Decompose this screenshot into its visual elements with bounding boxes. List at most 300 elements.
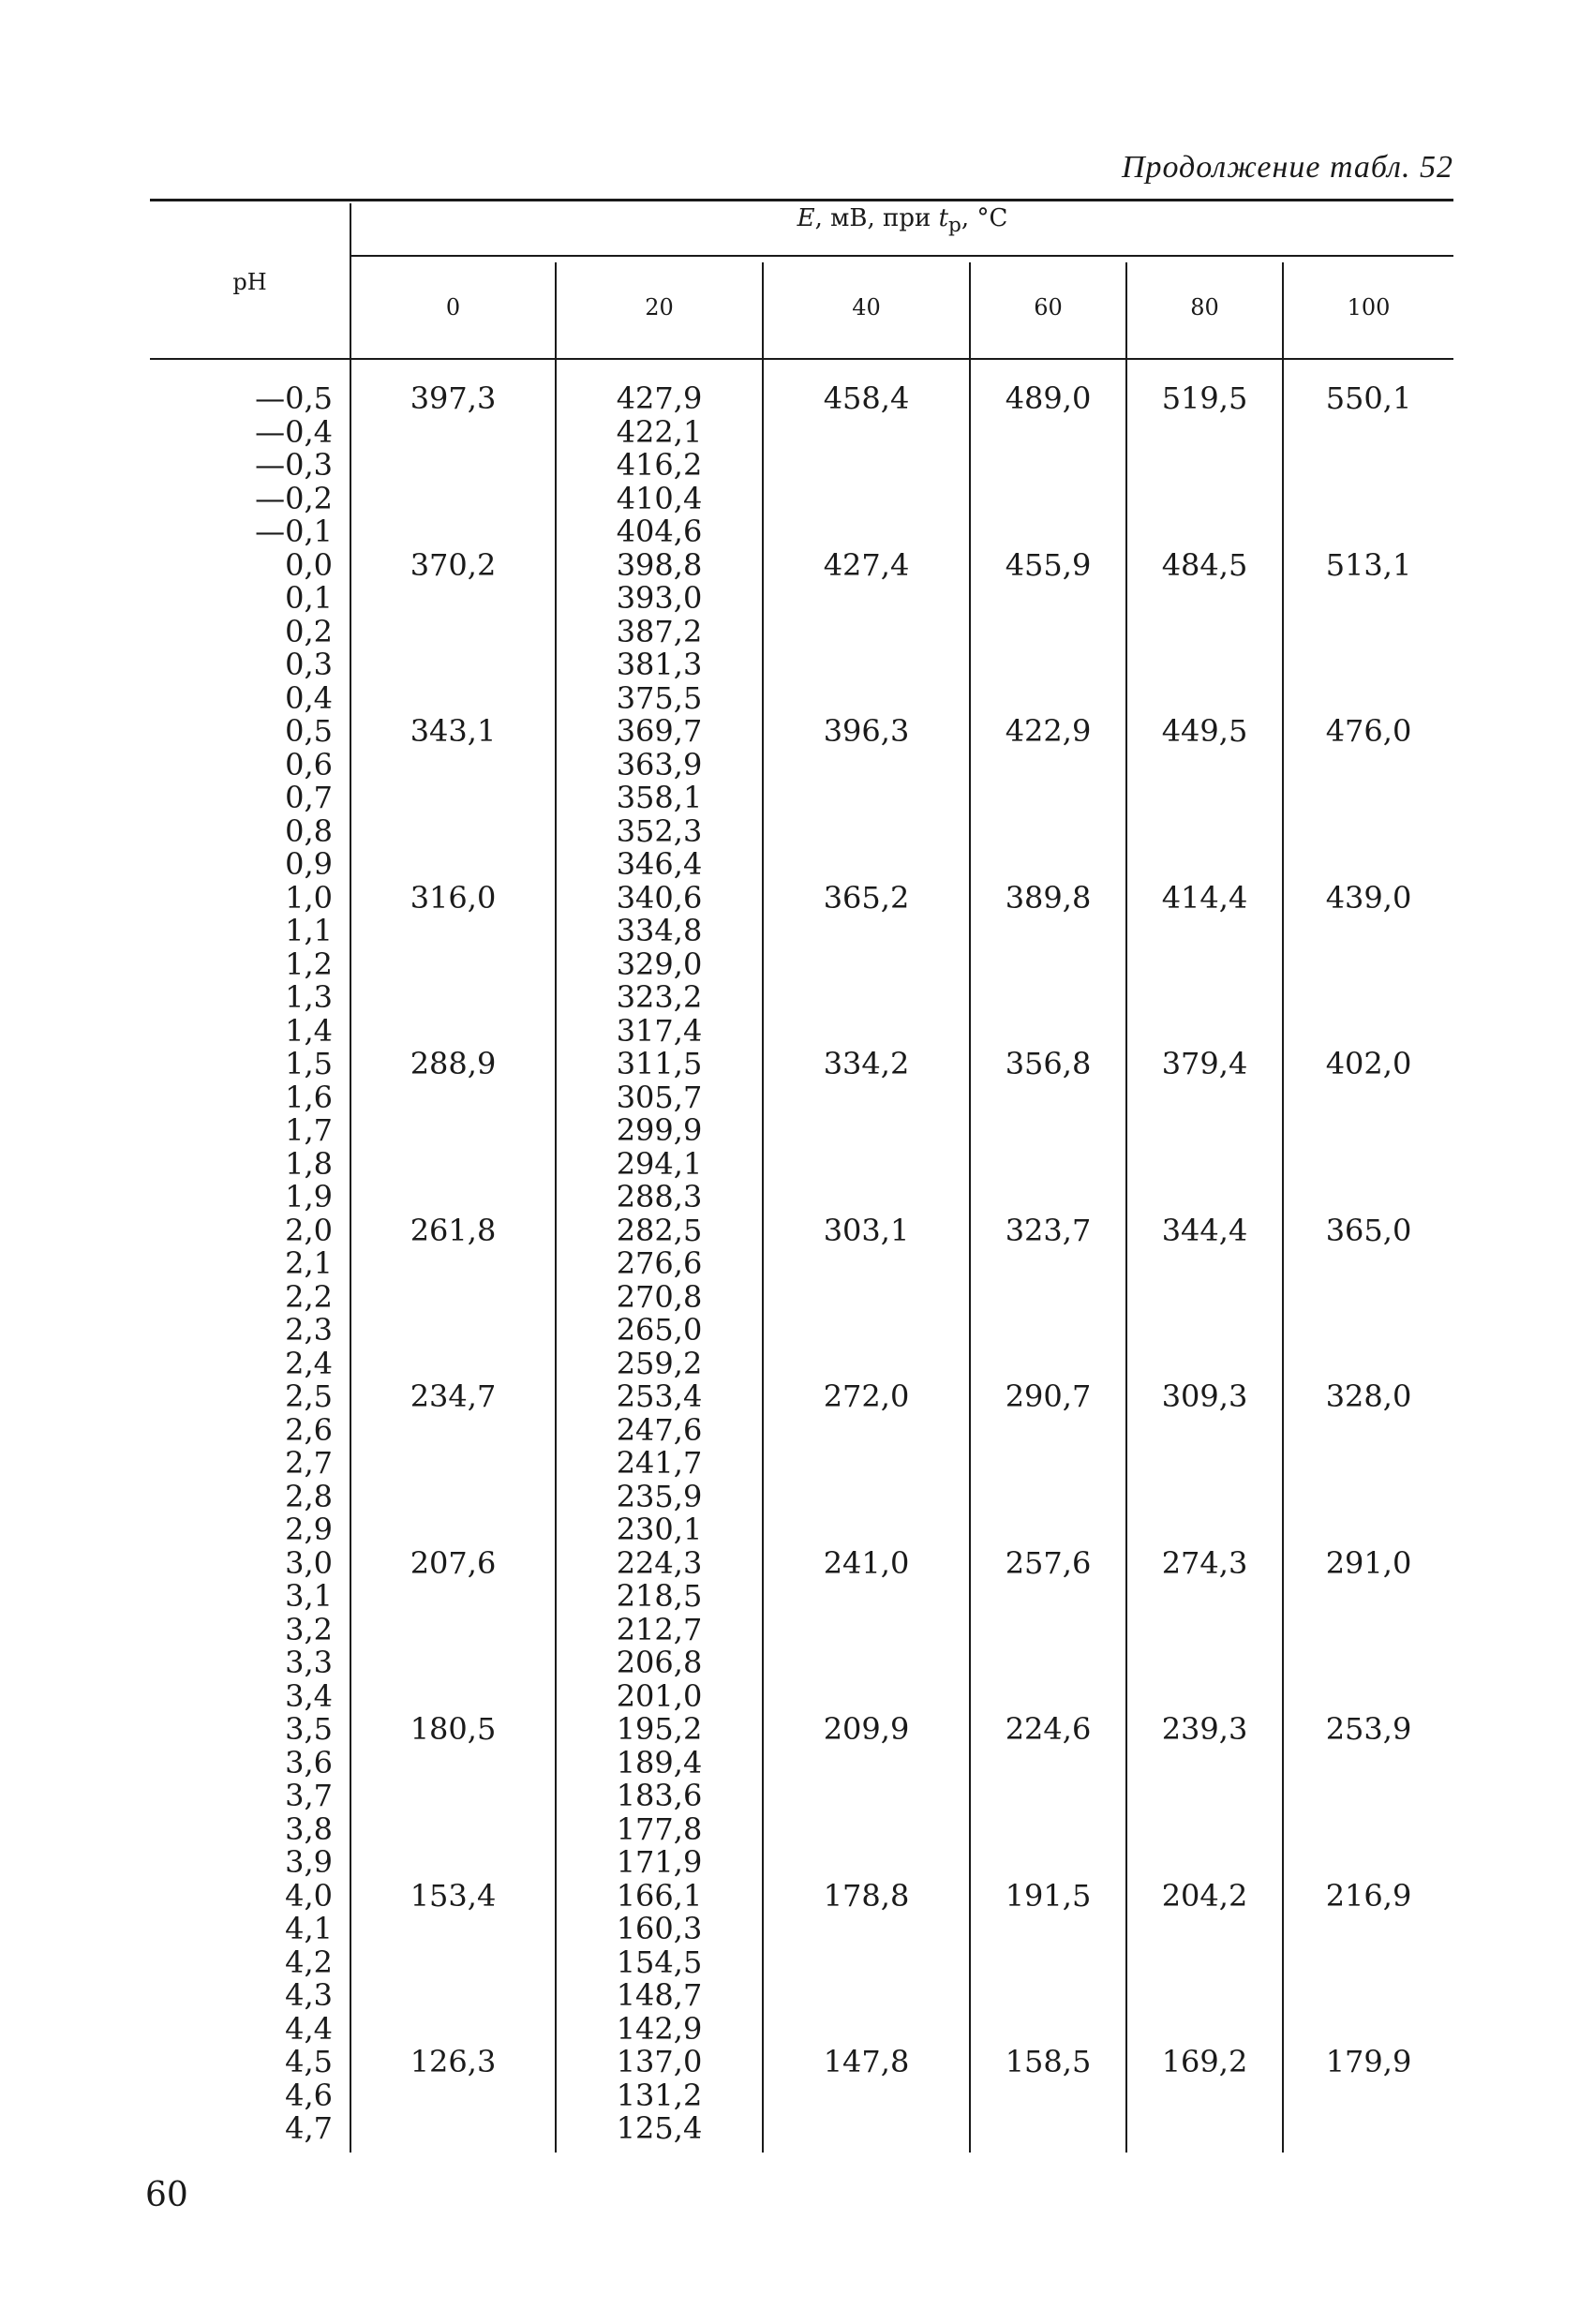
ph-value-cell: 0,6: [285, 746, 333, 782]
potential-value-cell: 201,0: [616, 1677, 703, 1714]
potential-value-cell: 154,5: [616, 1944, 703, 1980]
potential-value-cell: [1127, 582, 1282, 616]
potential-value-cell: [764, 1447, 969, 1481]
potential-value-cell: [764, 416, 969, 450]
t80-values-column: [1127, 382, 1282, 2146]
potential-value-cell: 389,8: [1005, 879, 1092, 916]
ph-value-cell: 1,9: [285, 1179, 333, 1214]
potential-value-cell: [971, 1181, 1125, 1214]
potential-value-cell: [351, 815, 555, 849]
potential-value-cell: [351, 416, 555, 450]
ph-value-cell: 2,9: [285, 1512, 333, 1547]
potential-value-cell: 334,8: [616, 913, 703, 948]
potential-value-cell: [351, 2112, 555, 2146]
potential-value-cell: [1127, 1348, 1282, 1381]
potential-value-cell: [351, 1913, 555, 1946]
potential-value-cell: 305,7: [616, 1079, 703, 1115]
potential-value-cell: 180,5: [410, 1711, 497, 1747]
potential-value-cell: [1284, 1846, 1453, 1880]
potential-value-cell: [1284, 1747, 1453, 1780]
potential-value-cell: [1127, 749, 1282, 782]
ph-value-cell: 4,4: [285, 2010, 333, 2047]
potential-value-cell: [1127, 1846, 1282, 1880]
potential-value-cell: [351, 515, 555, 549]
potential-value-cell: [1127, 449, 1282, 483]
potential-value-cell: [1284, 1946, 1453, 1980]
potential-value-cell: [1284, 449, 1453, 483]
ph-value-cell: 1,5: [285, 1046, 333, 1081]
potential-value-cell: [971, 1780, 1125, 1813]
potential-value-cell: 272,0: [823, 1378, 910, 1414]
potential-value-cell: [764, 1148, 969, 1182]
potential-value-cell: [971, 1114, 1125, 1148]
potential-value-cell: 303,1: [823, 1212, 910, 1248]
potential-value-cell: 212,7: [616, 1611, 703, 1647]
potential-value-cell: [351, 1979, 555, 2013]
ph-value-cell: 2,4: [285, 1345, 333, 1381]
potential-value-cell: 126,3: [410, 2044, 497, 2079]
potential-value-cell: [971, 1813, 1125, 1847]
t100-values-column: [1284, 382, 1453, 2146]
potential-value-cell: 257,6: [1005, 1544, 1092, 1581]
potential-value-cell: [351, 582, 555, 616]
potential-value-cell: 343,1: [410, 713, 497, 749]
ph-value-cell: —0,4: [255, 413, 333, 450]
potential-value-cell: [764, 848, 969, 882]
potential-value-cell: 224,6: [1005, 1711, 1092, 1747]
potential-value-cell: [1127, 915, 1282, 948]
potential-value-cell: [1127, 483, 1282, 516]
ph-value-cell: 3,5: [285, 1711, 333, 1747]
potential-value-cell: 153,4: [410, 1877, 497, 1914]
ph-value-cell: 0,4: [285, 679, 333, 716]
potential-value-cell: [351, 1846, 555, 1880]
potential-value-cell: [971, 483, 1125, 516]
potential-value-cell: [971, 915, 1125, 948]
potential-value-cell: [764, 1813, 969, 1847]
ph-value-cell: 4,2: [285, 1944, 333, 1980]
potential-value-cell: [764, 1281, 969, 1315]
potential-value-cell: [971, 1646, 1125, 1680]
ph-value-cell: 4,1: [285, 1911, 333, 1946]
potential-value-cell: [351, 915, 555, 948]
potential-value-cell: [351, 1680, 555, 1714]
potential-value-cell: 265,0: [616, 1312, 703, 1348]
potential-value-cell: [764, 1348, 969, 1381]
potential-value-cell: [764, 1247, 969, 1281]
t0-values-column: [351, 382, 555, 2146]
potential-value-cell: 356,8: [1005, 1046, 1092, 1081]
ph-value-cell: 2,0: [285, 1212, 333, 1248]
ph-value-cell: 1,1: [285, 913, 333, 948]
potential-value-cell: [351, 1247, 555, 1281]
potential-value-cell: [351, 1646, 555, 1680]
potential-value-cell: [1284, 948, 1453, 982]
potential-value-cell: [971, 1513, 1125, 1547]
potential-value-cell: 299,9: [616, 1112, 703, 1148]
potential-value-cell: 207,6: [410, 1544, 497, 1581]
potential-value-cell: [1284, 915, 1453, 948]
potential-value-cell: [764, 2013, 969, 2047]
potential-value-cell: [351, 1513, 555, 1547]
temp-header-100: 100: [1347, 294, 1391, 320]
potential-value-cell: [351, 648, 555, 682]
potential-value-cell: 261,8: [410, 1212, 497, 1248]
potential-value-cell: [764, 981, 969, 1015]
header-bottom-rule: [150, 358, 1453, 360]
potential-value-cell: 381,3: [616, 647, 703, 682]
potential-value-cell: [1127, 1181, 1282, 1214]
potential-value-cell: 476,0: [1325, 713, 1412, 749]
temp-header-80: 80: [1190, 294, 1219, 320]
potential-value-cell: 204,2: [1161, 1877, 1248, 1914]
potential-value-cell: [1127, 648, 1282, 682]
potential-value-cell: [971, 1314, 1125, 1348]
ph-value-cell: 1,3: [285, 979, 333, 1015]
potential-value-cell: [351, 483, 555, 516]
potential-value-cell: 414,4: [1161, 879, 1248, 916]
ph-value-cell: 4,7: [285, 2110, 333, 2146]
potential-value-cell: [764, 915, 969, 948]
potential-value-cell: [1284, 1181, 1453, 1214]
table-top-rule: [150, 199, 1453, 201]
potential-value-cell: [351, 1348, 555, 1381]
potential-value-cell: [971, 1979, 1125, 2013]
ph-values-column: [169, 382, 333, 2146]
potential-value-cell: [1127, 1148, 1282, 1182]
potential-value-cell: 334,2: [823, 1046, 910, 1081]
potential-value-cell: [1127, 1979, 1282, 2013]
ph-value-cell: 0,8: [285, 812, 333, 849]
potential-value-cell: [1284, 1348, 1453, 1381]
potential-value-cell: [764, 782, 969, 815]
potential-value-cell: [764, 1481, 969, 1514]
potential-value-cell: 274,3: [1161, 1544, 1248, 1581]
potential-value-cell: 387,2: [616, 613, 703, 649]
potential-value-cell: [1284, 1979, 1453, 2013]
potential-value-cell: [764, 1747, 969, 1780]
t60-values-column: [971, 382, 1125, 2146]
potential-value-cell: [1127, 1481, 1282, 1514]
potential-value-cell: [1284, 1481, 1453, 1514]
potential-value-cell: 317,4: [616, 1012, 703, 1049]
potential-value-cell: 316,0: [410, 879, 497, 916]
potential-value-cell: 191,5: [1005, 1877, 1092, 1914]
potential-value-cell: [1284, 648, 1453, 682]
potential-value-cell: [351, 1614, 555, 1647]
potential-value-cell: 358,1: [616, 780, 703, 815]
potential-value-cell: [971, 1447, 1125, 1481]
potential-value-cell: 393,0: [616, 580, 703, 616]
potential-value-cell: 160,3: [616, 1911, 703, 1946]
ph-value-cell: 1,0: [285, 879, 333, 916]
potential-value-cell: [764, 582, 969, 616]
potential-value-cell: [971, 848, 1125, 882]
potential-value-cell: 513,1: [1325, 546, 1412, 583]
potential-value-cell: [1127, 1314, 1282, 1348]
potential-value-cell: [764, 515, 969, 549]
potential-value-cell: 346,4: [616, 846, 703, 882]
potential-value-cell: [1284, 815, 1453, 849]
potential-value-cell: 169,2: [1161, 2044, 1248, 2079]
potential-value-cell: [1284, 2079, 1453, 2113]
potential-value-cell: [351, 1081, 555, 1115]
potential-value-cell: [1284, 1281, 1453, 1315]
potential-value-cell: [1284, 981, 1453, 1015]
potential-value-cell: 230,1: [616, 1512, 703, 1547]
potential-value-cell: 131,2: [616, 2077, 703, 2113]
potential-value-cell: 449,5: [1161, 713, 1248, 749]
potential-value-cell: 148,7: [616, 1977, 703, 2013]
potential-value-cell: [764, 1979, 969, 2013]
potential-value-cell: [764, 1015, 969, 1049]
potential-value-cell: [1284, 1813, 1453, 1847]
potential-value-cell: [764, 483, 969, 516]
potential-value-cell: [351, 1747, 555, 1780]
ph-value-cell: 0,2: [285, 613, 333, 649]
potential-value-cell: [971, 1680, 1125, 1714]
potential-value-cell: [764, 1646, 969, 1680]
potential-value-cell: [1284, 782, 1453, 815]
potential-value-cell: [971, 1481, 1125, 1514]
ph-value-cell: 3,6: [285, 1744, 333, 1780]
potential-value-cell: [764, 682, 969, 716]
potential-value-cell: [1284, 1148, 1453, 1182]
potential-value-cell: 290,7: [1005, 1378, 1092, 1414]
table-caption: Продолжение табл. 52: [1121, 150, 1453, 185]
t40-values-column: [764, 382, 969, 2146]
ph-column-header: pH: [232, 269, 267, 295]
span-header-rule: [351, 255, 1453, 257]
potential-value-cell: [971, 682, 1125, 716]
potential-value-cell: 427,9: [616, 380, 703, 416]
potential-value-cell: 402,0: [1325, 1046, 1412, 1081]
temp-header-20: 20: [645, 294, 674, 320]
potential-value-cell: [351, 749, 555, 782]
potential-value-cell: [351, 848, 555, 882]
potential-value-cell: [764, 648, 969, 682]
potential-value-cell: [971, 1946, 1125, 1980]
potential-value-cell: [764, 1780, 969, 1813]
ph-value-cell: 4,5: [285, 2044, 333, 2079]
potential-value-cell: [764, 1946, 969, 1980]
ph-value-cell: 1,4: [285, 1012, 333, 1049]
potential-value-cell: 125,4: [616, 2110, 703, 2146]
potential-value-cell: 363,9: [616, 746, 703, 782]
ph-value-cell: 1,2: [285, 946, 333, 982]
potential-value-cell: [764, 1114, 969, 1148]
potential-value-cell: [1127, 416, 1282, 450]
potential-value-cell: 365,2: [823, 879, 910, 916]
ph-value-cell: 0,5: [285, 713, 333, 749]
potential-value-cell: [351, 1181, 555, 1214]
potential-value-cell: [1284, 1513, 1453, 1547]
potential-value-cell: 398,8: [616, 546, 703, 583]
potential-value-cell: 427,4: [823, 546, 910, 583]
potential-value-cell: [1284, 848, 1453, 882]
potential-value-cell: [971, 648, 1125, 682]
potential-value-cell: 147,8: [823, 2044, 910, 2079]
ph-value-cell: 0,9: [285, 846, 333, 882]
potential-value-cell: 282,5: [616, 1212, 703, 1248]
potential-value-cell: [351, 948, 555, 982]
potential-value-cell: 369,7: [616, 713, 703, 749]
ph-value-cell: 2,1: [285, 1245, 333, 1281]
potential-value-cell: 404,6: [616, 514, 703, 549]
potential-value-cell: 259,2: [616, 1345, 703, 1381]
potential-value-cell: 344,4: [1161, 1212, 1248, 1248]
potential-value-cell: 422,9: [1005, 713, 1092, 749]
potential-value-cell: [351, 1580, 555, 1614]
potential-value-cell: [1284, 416, 1453, 450]
potential-value-cell: [1127, 1114, 1282, 1148]
potential-value-cell: [764, 1614, 969, 1647]
potential-value-cell: 323,7: [1005, 1212, 1092, 1248]
potential-value-cell: [1127, 1513, 1282, 1547]
potential-value-cell: 253,9: [1325, 1711, 1412, 1747]
potential-value-cell: [1284, 682, 1453, 716]
potential-value-cell: [1284, 582, 1453, 616]
potential-value-cell: [351, 449, 555, 483]
ph-value-cell: —0,2: [255, 480, 333, 516]
potential-value-cell: 179,9: [1325, 2044, 1412, 2079]
potential-value-cell: 550,1: [1325, 380, 1412, 416]
potential-value-cell: 224,3: [616, 1544, 703, 1581]
potential-value-cell: [1127, 948, 1282, 982]
potential-value-cell: [764, 2079, 969, 2113]
potential-value-cell: [971, 1281, 1125, 1315]
potential-value-cell: 183,6: [616, 1778, 703, 1813]
potential-value-cell: 352,3: [616, 812, 703, 849]
ph-value-cell: 2,7: [285, 1445, 333, 1481]
page-number: 60: [145, 2176, 188, 2214]
potential-value-cell: 397,3: [410, 380, 497, 416]
potential-value-cell: [1127, 1081, 1282, 1115]
potential-value-cell: [351, 1281, 555, 1315]
potential-value-cell: [764, 1314, 969, 1348]
potential-value-cell: [351, 682, 555, 716]
potential-value-cell: [764, 2112, 969, 2146]
potential-value-cell: [971, 582, 1125, 616]
potential-value-cell: [1127, 848, 1282, 882]
potential-value-cell: [1127, 1414, 1282, 1448]
ph-value-cell: —0,3: [255, 447, 333, 483]
potential-value-cell: 234,7: [410, 1378, 497, 1414]
potential-value-cell: [971, 948, 1125, 982]
potential-value-cell: 396,3: [823, 713, 910, 749]
potential-value-cell: [1284, 1646, 1453, 1680]
potential-value-cell: [1127, 782, 1282, 815]
potential-value-cell: 209,9: [823, 1711, 910, 1747]
potential-value-cell: [1127, 1614, 1282, 1647]
potential-value-cell: [1127, 2112, 1282, 2146]
potential-value-cell: 365,0: [1325, 1212, 1412, 1248]
potential-value-cell: [1284, 616, 1453, 649]
potential-value-cell: 370,2: [410, 546, 497, 583]
potential-value-cell: [764, 1081, 969, 1115]
potential-value-cell: [1127, 1946, 1282, 1980]
potential-value-cell: [764, 1414, 969, 1448]
ph-value-cell: 0,3: [285, 647, 333, 682]
potential-value-cell: [1127, 1580, 1282, 1614]
potential-value-cell: 241,0: [823, 1544, 910, 1581]
potential-value-cell: 422,1: [616, 413, 703, 450]
potential-value-cell: [971, 449, 1125, 483]
potential-value-cell: [1127, 2013, 1282, 2047]
potential-value-cell: [971, 1846, 1125, 1880]
potential-value-cell: [351, 1314, 555, 1348]
potential-value-cell: 239,3: [1161, 1711, 1248, 1747]
potential-value-cell: 288,9: [410, 1046, 497, 1081]
ph-value-cell: 0,7: [285, 780, 333, 815]
potential-value-cell: [1284, 483, 1453, 516]
ph-value-cell: 1,7: [285, 1112, 333, 1148]
potential-value-cell: [351, 1813, 555, 1847]
potential-value-cell: [1127, 1015, 1282, 1049]
potential-value-cell: [351, 1481, 555, 1514]
potential-value-cell: [764, 948, 969, 982]
potential-value-cell: 294,1: [616, 1145, 703, 1182]
potential-value-cell: 311,5: [616, 1046, 703, 1081]
potential-value-cell: [764, 749, 969, 782]
potential-value-cell: 340,6: [616, 879, 703, 916]
potential-value-cell: 329,0: [616, 946, 703, 982]
potential-value-cell: [1127, 2079, 1282, 2113]
potential-value-cell: [1127, 815, 1282, 849]
potential-value-cell: 235,9: [616, 1478, 703, 1514]
potential-value-cell: 216,9: [1325, 1877, 1412, 1914]
potential-value-cell: 171,9: [616, 1844, 703, 1880]
potential-value-cell: 455,9: [1005, 546, 1092, 583]
potential-value-cell: [1127, 1680, 1282, 1714]
potential-value-cell: [1127, 1281, 1282, 1315]
ph-value-cell: 1,8: [285, 1145, 333, 1182]
potential-value-cell: 323,2: [616, 979, 703, 1015]
potential-value-cell: [1127, 981, 1282, 1015]
ph-value-cell: 1,6: [285, 1079, 333, 1115]
ph-value-cell: 3,8: [285, 1810, 333, 1847]
potential-value-cell: [351, 1148, 555, 1182]
potential-value-cell: [1284, 749, 1453, 782]
potential-value-cell: 375,5: [616, 679, 703, 716]
ph-value-cell: 2,6: [285, 1411, 333, 1448]
potential-value-cell: 276,6: [616, 1245, 703, 1281]
potential-value-cell: [1284, 1314, 1453, 1348]
ph-value-cell: 3,3: [285, 1645, 333, 1680]
potential-value-cell: 519,5: [1161, 380, 1248, 416]
potential-value-cell: [1127, 515, 1282, 549]
potential-value-cell: 158,5: [1005, 2044, 1092, 2079]
potential-value-cell: 253,4: [616, 1378, 703, 1414]
potential-value-cell: [971, 616, 1125, 649]
potential-value-cell: 195,2: [616, 1711, 703, 1747]
potential-value-cell: [971, 981, 1125, 1015]
potential-value-cell: [1284, 1015, 1453, 1049]
potential-value-cell: [971, 815, 1125, 849]
potential-value-cell: 416,2: [616, 447, 703, 483]
potential-value-cell: [971, 1580, 1125, 1614]
potential-value-cell: [971, 1747, 1125, 1780]
ph-value-cell: 4,0: [285, 1877, 333, 1914]
potential-value-cell: [351, 1414, 555, 1448]
temp-header-0: 0: [445, 294, 461, 320]
potential-value-cell: [764, 1513, 969, 1547]
potential-value-cell: 178,8: [823, 1877, 910, 1914]
potential-value-cell: [351, 1015, 555, 1049]
potential-value-cell: 489,0: [1005, 380, 1092, 416]
potential-value-cell: 458,4: [823, 380, 910, 416]
potential-value-cell: 189,4: [616, 1744, 703, 1780]
